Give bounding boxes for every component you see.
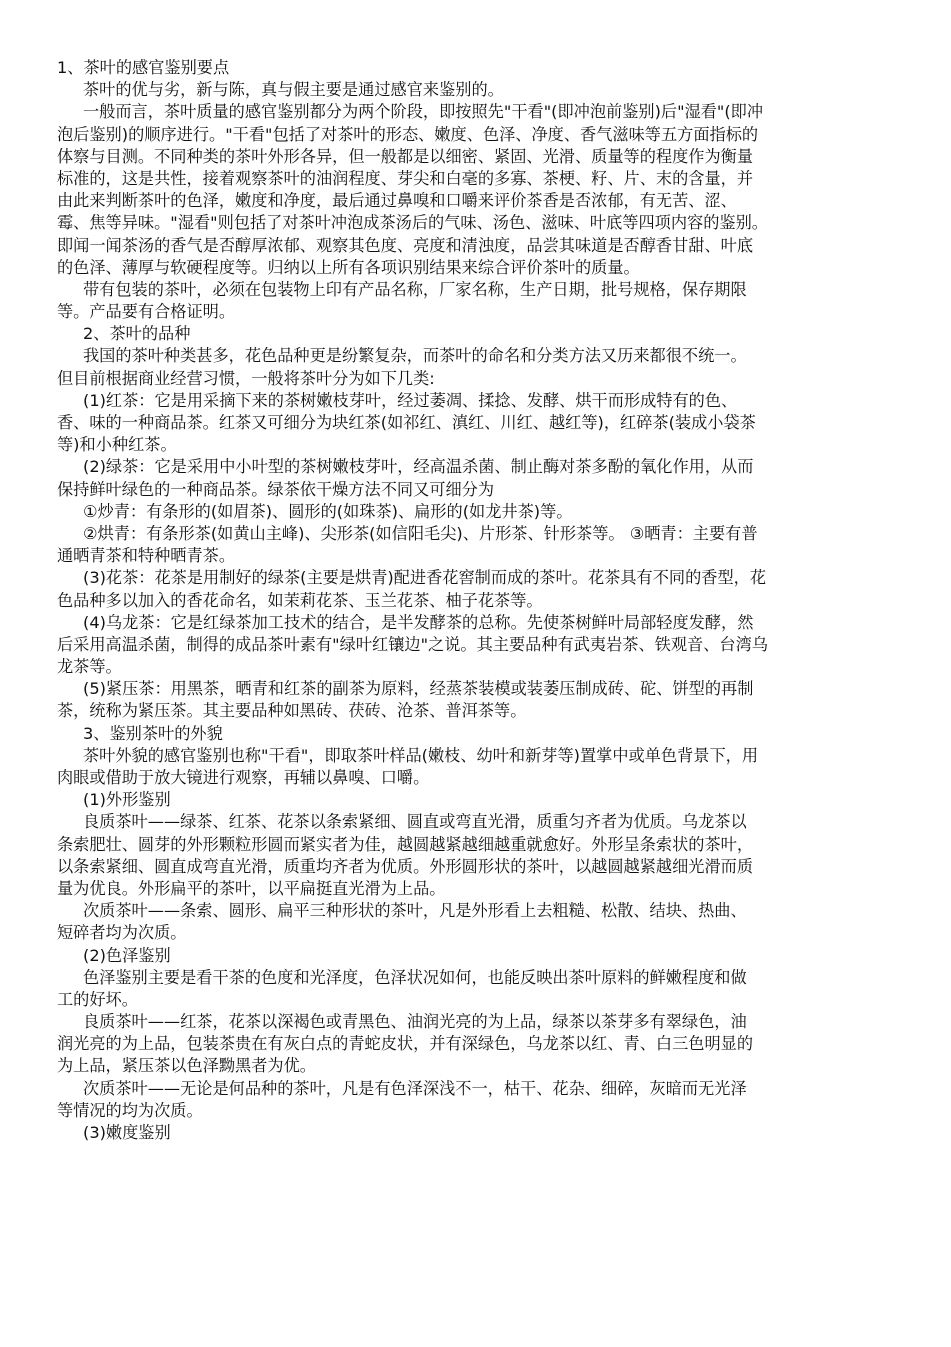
text-line: ②烘青：有条形茶(如黄山主峰)、尖形茶(如信阳毛尖)、片形茶、针形茶等。 ③晒青：主要有普	[83, 523, 758, 543]
text-line: 色泽鉴别主要是看干茶的色度和光泽度，色泽状况如何，也能反映出茶叶原料的鲜嫩程度和做	[83, 967, 747, 987]
text-line: 泡后鉴别)的顺序进行。"干看"包括了对茶叶的形态、嫩度、色泽、净度、香气滋味等五方面指标的	[57, 124, 759, 144]
text-line: (3)嫩度鉴别	[83, 1123, 171, 1142]
text-line: (2)色泽鉴别	[83, 945, 171, 965]
text-line: (4)乌龙茶：它是红绿茶加工技术的结合，是半发酵茶的总称。先使茶树鲜叶局部轻度发酵，然	[83, 612, 754, 632]
text-line: 肉眼或借助于放大镜进行观察，再辅以鼻嗅、口嚼。	[57, 768, 430, 787]
text-line: 次质茶叶——条索、圆形、扁平三种形状的茶叶，凡是外形看上去粗糙、松散、结块、热曲、	[83, 901, 747, 921]
text-line: 条索肥壮、圆芽的外形颗粒形圆而紧实者为佳，越圆越紧越细越重就愈好。外形呈条索状的茶叶，	[57, 834, 754, 854]
text-line: 我国的茶叶种类甚多，花色品种更是纷繁复杂，而茶叶的命名和分类方法又历来都很不统一。	[83, 346, 747, 366]
text-line: 霉、焦等异味。"湿看"则包括了对茶叶冲泡成茶汤后的气味、汤色、滋味、叶底等四项内容的鉴别。	[57, 213, 768, 233]
text-line: 保持鲜叶绿色的一种商品茶。绿茶依干燥方法不同又可细分为	[57, 479, 495, 499]
text-line: 体察与目测。不同种类的茶叶外形各异，但一般都是以细密、紧固、光滑、质量等的程度作为衡量	[57, 146, 754, 166]
text-line: 的色泽、薄厚与软硬程度等。归纳以上所有各项识别结果来综合评价茶叶的质量。	[57, 257, 640, 277]
text-line: (1)外形鉴别	[83, 790, 171, 810]
text-line: 茶叶的优与劣，新与陈，真与假主要是通过感官来鉴别的。	[83, 80, 504, 100]
text-line: (5)紧压茶：用黑茶，晒青和红茶的副茶为原料，经蒸茶装模或装萎压制成砖、砣、饼型的再制	[83, 679, 754, 699]
text-line: 工的好坏。	[57, 989, 138, 1009]
text-line: 等。产品要有合格证明。	[57, 302, 236, 322]
text-line: 带有包装的茶叶，必须在包装物上印有产品名称，厂家名称，生产日期，批号规格，保存期限	[83, 279, 747, 299]
text-line: 由此来判断茶叶的色泽，嫩度和净度，最后通过鼻嗅和口嚼来评价茶香是否浓郁，有无苦、涩、	[57, 191, 737, 211]
text-line: 3、鉴别茶叶的外貌	[83, 723, 223, 743]
text-line: 良质茶叶——绿茶、红茶、花茶以条索紧细、圆直或弯直光滑，质重匀齐者为优质。乌龙茶以	[83, 812, 747, 832]
text-line: (3)花茶：花茶是用制好的绿茶(主要是烘青)配进香花窖制而成的茶叶。花茶具有不同的香型，花	[83, 568, 767, 588]
text-line: 1、茶叶的感官鉴别要点	[57, 58, 230, 77]
text-line: (1)红茶：它是用采摘下来的茶树嫩枝芽叶，经过萎凋、揉捻、发酵、烘干而形成特有的色、	[83, 390, 738, 410]
text-line: 润光亮的为上品，包装茶贵在有灰白点的青蛇皮状，并有深绿色，乌龙茶以红、青、白三色明显的	[57, 1034, 754, 1054]
text-line: 为上品，紧压茶以色泽黝黑者为优。	[57, 1056, 316, 1076]
text-line: ①炒青：有条形的(如眉茶)、圆形的(如珠茶)、扁形的(如龙井茶)等。	[83, 501, 573, 521]
text-line: (2)绿茶：它是采用中小叶型的茶树嫩枝芽叶，经高温杀菌、制止酶对茶多酚的氧化作用，从而	[83, 457, 754, 477]
text-line: 后采用高温杀菌，制得的成品茶叶素有"绿叶红镶边"之说。其主要品种有武夷岩茶、铁观音、台湾乌	[57, 634, 768, 654]
text-line: 即闻一闻茶汤的香气是否醇厚浓郁、观察其色度、亮度和清浊度，品尝其味道是否醇香甘甜、叶底	[57, 235, 754, 255]
document-page	[57, 57, 895, 1144]
text-line: 量为优良。外形扁平的茶叶，以平扁挺直光滑为上品。	[57, 878, 446, 898]
text-line: 等情况的均为次质。	[57, 1100, 203, 1120]
text-line: 短碎者均为次质。	[57, 923, 187, 943]
text-line: 标准的，这是共性，接着观察茶叶的油润程度、芽尖和白毫的多寡、茶梗、籽、片、末的含量，并	[57, 168, 754, 188]
text-line: 茶，统称为紧压茶。其主要品种如黑砖、茯砖、沧茶、普洱茶等。	[57, 701, 527, 721]
text-line: 2、茶叶的品种	[83, 324, 191, 344]
text-line: 色品种多以加入的香花命名，如茉莉花茶、玉兰花茶、柚子花茶等。	[57, 590, 543, 610]
text-line: 通晒青茶和特种晒青茶。	[57, 546, 236, 566]
text-line: 茶叶外貌的感官鉴别也称"干看"，即取茶叶样品(嫩枝、幼叶和新芽等)置掌中或单色背景下，用	[83, 745, 759, 765]
text-line: 良质茶叶——红茶，花茶以深褐色或青黑色、油润光亮的为上品，绿茶以茶芽多有翠绿色，油	[83, 1012, 747, 1032]
text-line: 但目前根据商业经营习惯，一般将茶叶分为如下几类:	[57, 368, 435, 388]
text-line: 等)和小种红茶。	[57, 435, 177, 455]
text-line: 以条索紧细、圆直成弯直光滑，质重均齐者为优质。外形圆形状的茶叶，以越圆越紧越细光滑而质	[57, 856, 754, 876]
text-line: 次质茶叶——无论是何品种的茶叶，凡是有色泽深浅不一，枯干、花杂、细碎，灰暗而无光泽	[83, 1078, 747, 1098]
text-line: 一般而言，茶叶质量的感官鉴别都分为两个阶段，即按照先"干看"(即冲泡前鉴别)后"湿看"(即冲	[83, 102, 764, 122]
text-line: 龙茶等。	[57, 657, 122, 677]
text-line: 香、味的一种商品茶。红茶又可细分为块红茶(如祁红、滇红、川红、越红等)，红碎茶(装成小袋茶	[57, 413, 756, 432]
